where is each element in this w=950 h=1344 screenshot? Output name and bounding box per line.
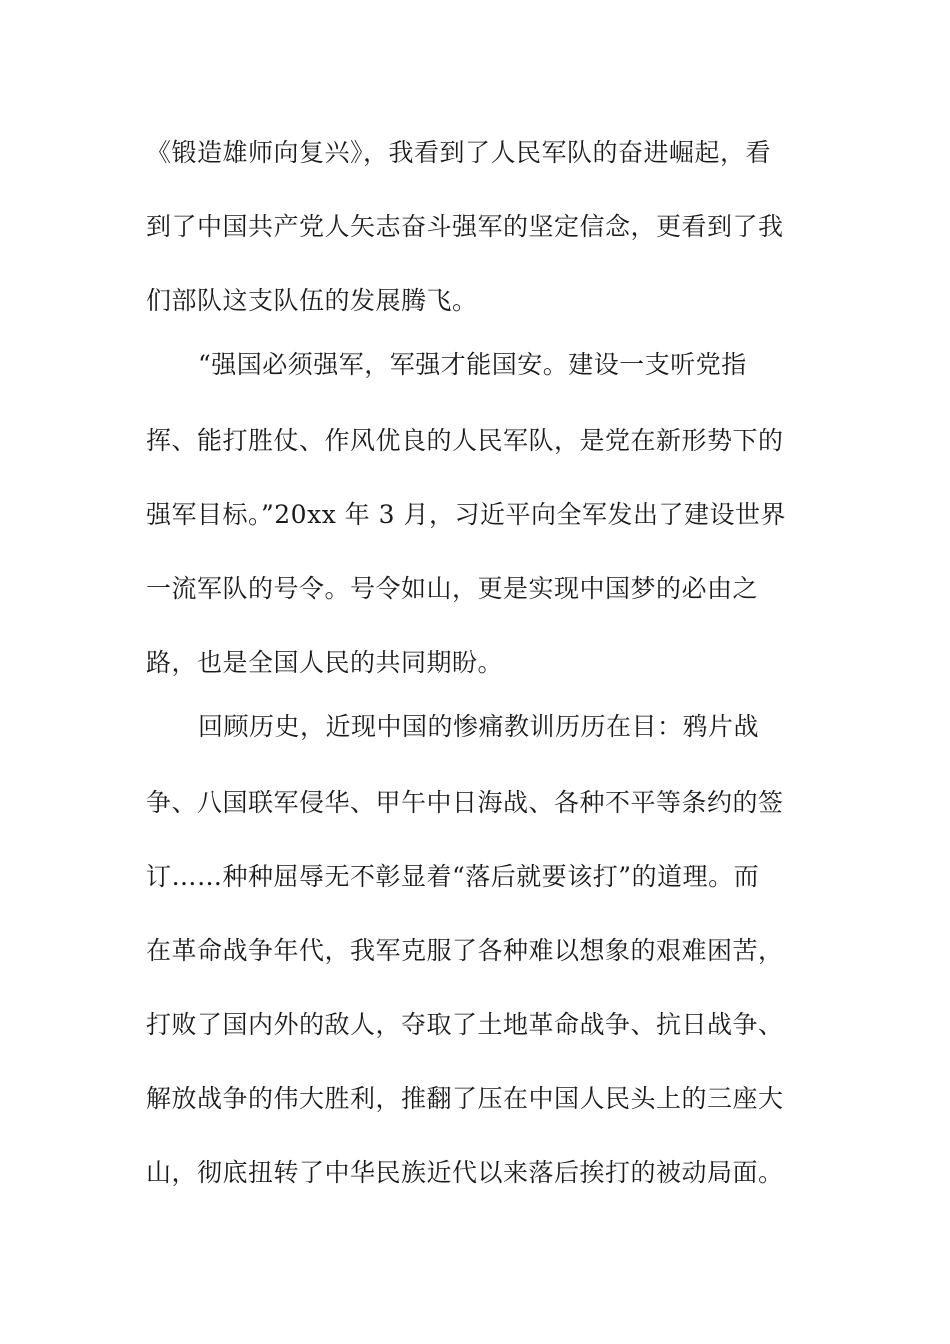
text-line: 在革命战争年代，我军克服了各种难以想象的艰难困苦， [146, 936, 784, 965]
text-line: 《锻造雄师向复兴》，我看到了人民军队的奋进崛起，看 [146, 138, 772, 167]
paragraph-first-line: 回顾历史，近现中国的惨痛教训历历在目：鸦片战 [198, 712, 760, 741]
text-line: 到了中国共产党人矢志奋斗强军的坚定信念，更看到了我 [146, 212, 784, 241]
text-line: 山，彻底扭转了中华民族近代以来落后挨打的被动局面。 [146, 1158, 784, 1187]
text-line: 路，也是全国人民的共同期盼。 [146, 648, 504, 677]
text-line: 解放战争的伟大胜利，推翻了压在中国人民头上的三座大 [146, 1084, 784, 1113]
text-line: 订……种种屈辱无不彰显着“落后就要该打”的道理。而 [146, 862, 760, 891]
text-line: 一流军队的号令。号令如山，更是实现中国梦的必由之 [146, 574, 759, 603]
text-line: 争、八国联军侵华、甲午中日海战、各种不平等条约的签 [146, 788, 784, 817]
text-line: 挥、能打胜仗、作风优良的人民军队，是党在新形势下的 [146, 426, 784, 455]
text-line: 强军目标。”20xx 年 3 月，习近平向全军发出了建设世界 [146, 500, 787, 529]
text-line: 们部队这支队伍的发展腾飞。 [146, 286, 478, 315]
text-line: 打败了国内外的敌人，夺取了土地革命战争、抗日战争、 [146, 1010, 784, 1039]
paragraph-first-line: “强国必须强军，军强才能国安。建设一支听党指 [198, 350, 747, 379]
